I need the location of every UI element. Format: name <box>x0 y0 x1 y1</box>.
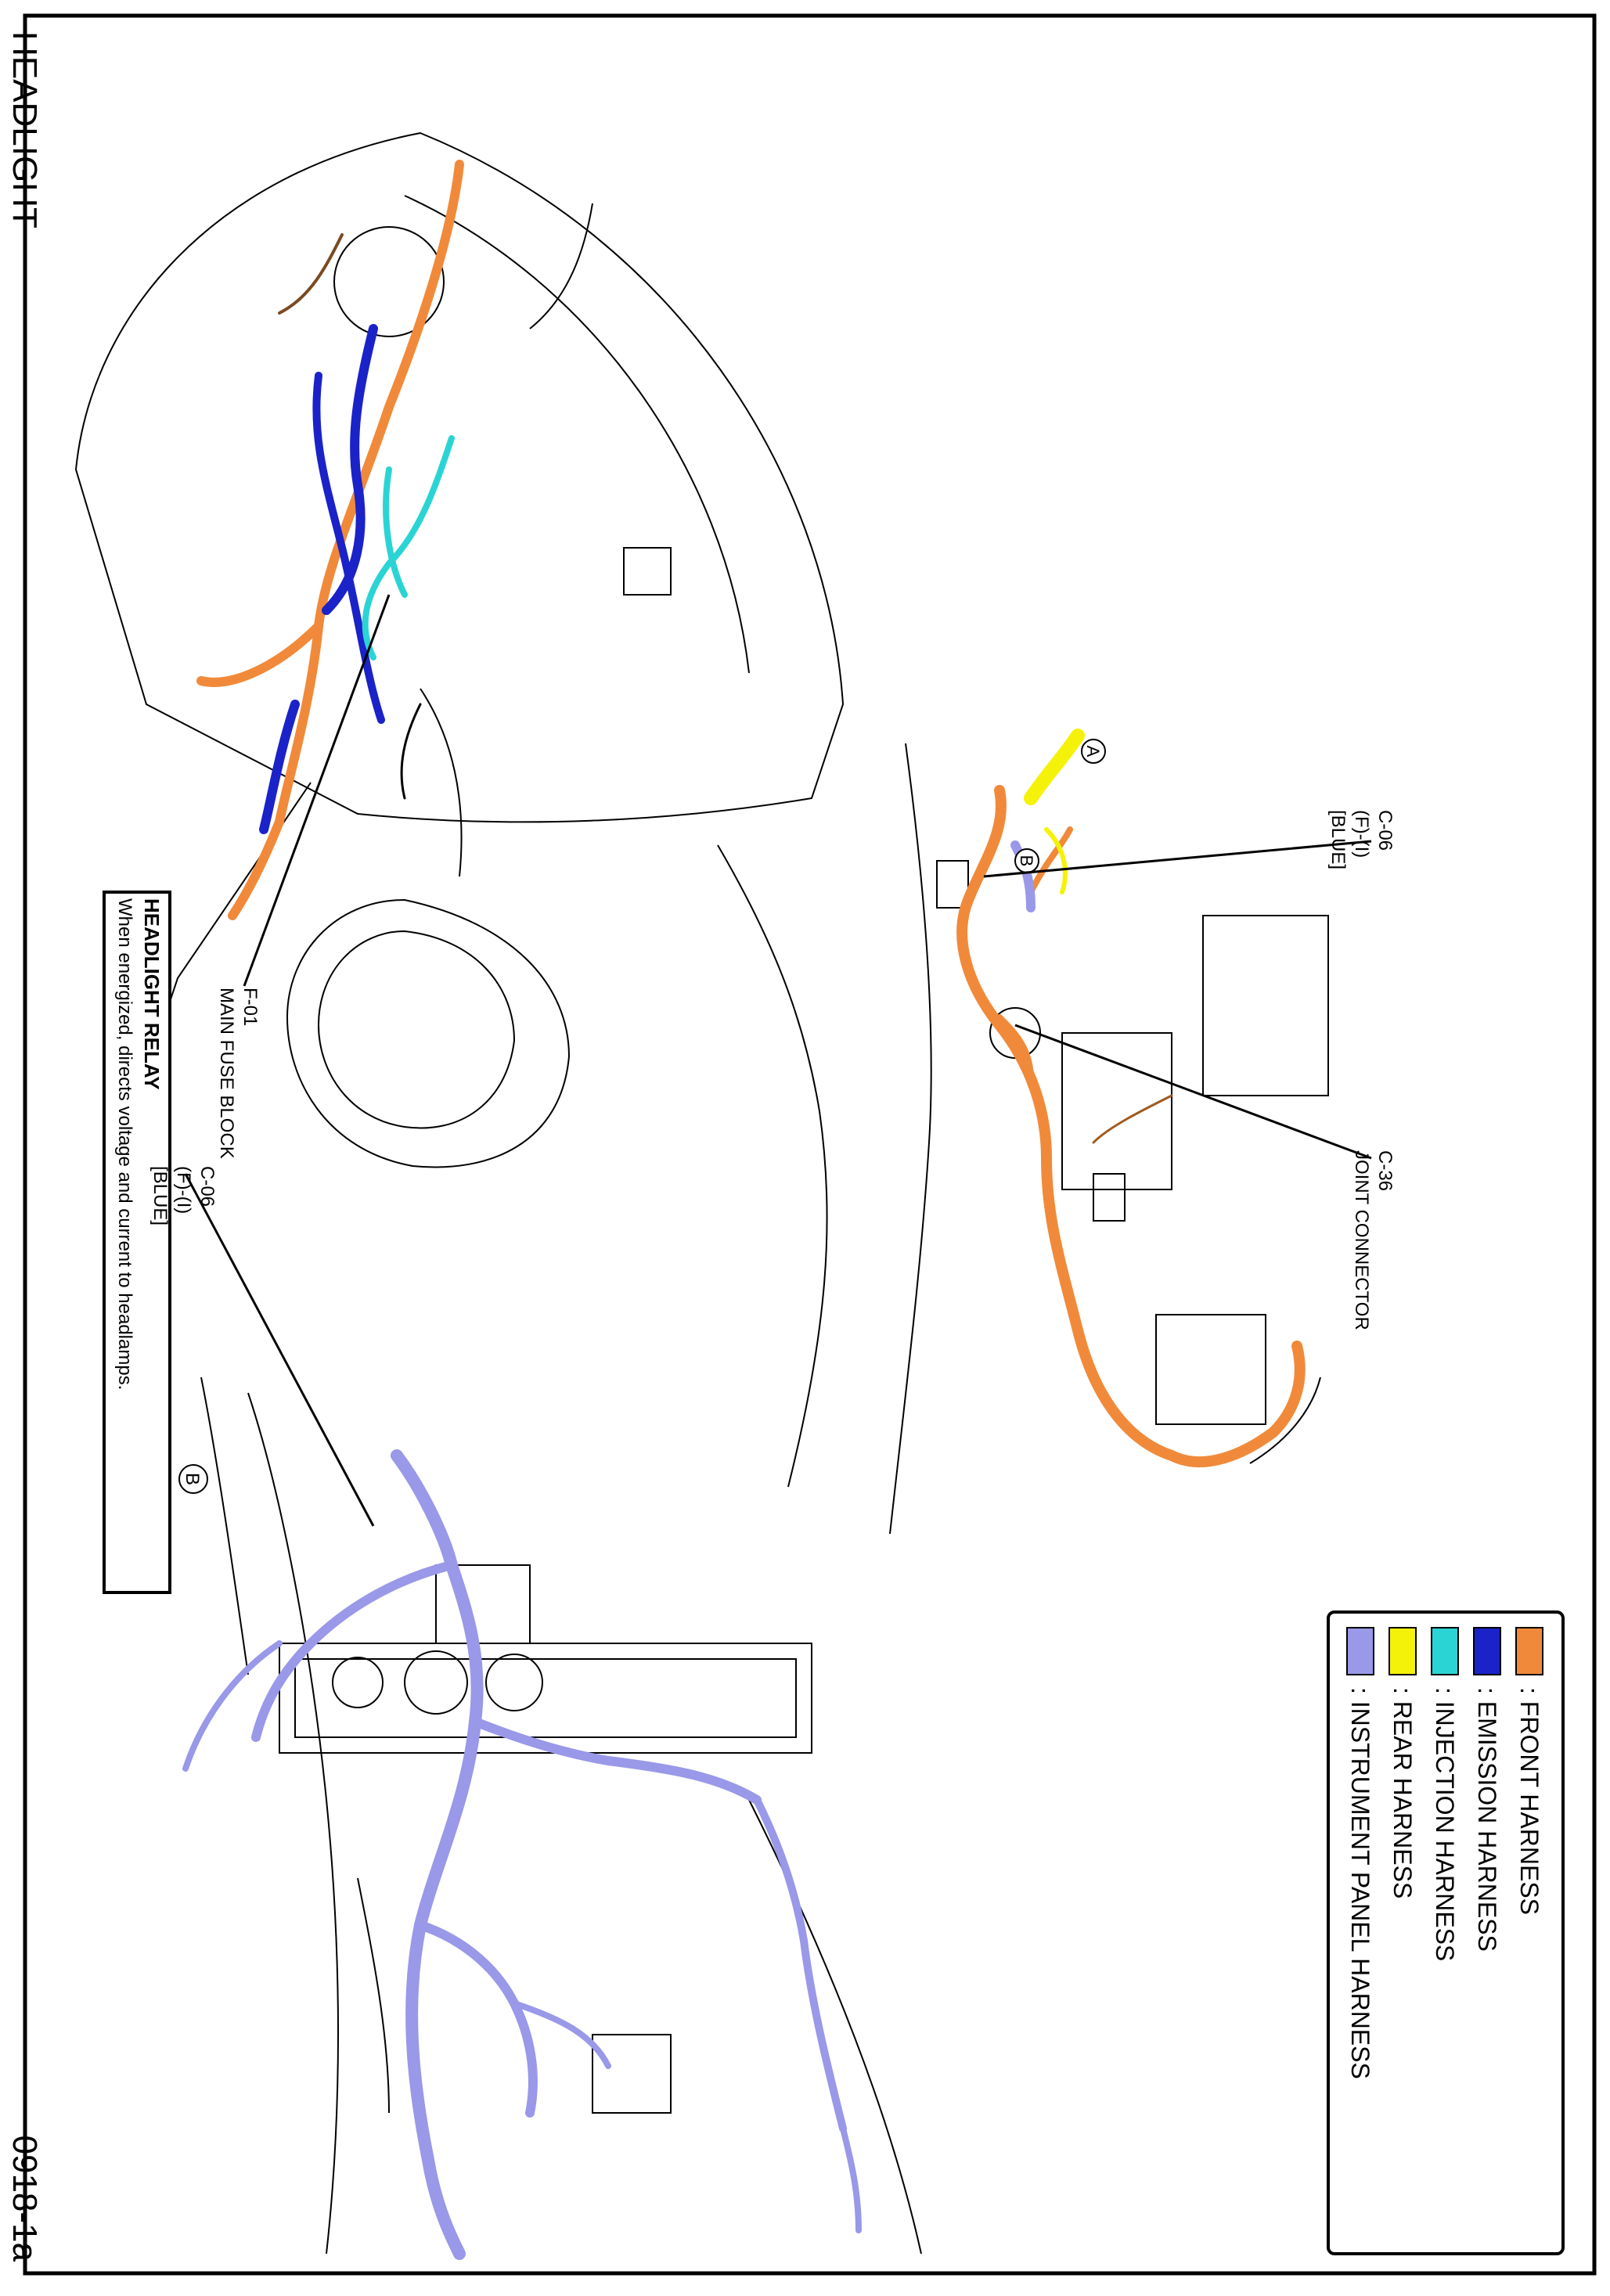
f01-name: MAIN FUSE BLOCK <box>216 988 237 1159</box>
marker-a <box>1082 740 1105 763</box>
svg-text:A: A <box>1083 745 1103 758</box>
legend-label: : REAR HARNESS <box>1388 1687 1417 1899</box>
c36-name: JOINT CONNECTOR <box>1351 1150 1372 1330</box>
legend-label: : INSTRUMENT PANEL HARNESS <box>1346 1687 1374 2079</box>
headlight-relay-box <box>104 892 170 1592</box>
legend-swatch <box>1432 1628 1458 1675</box>
page-number: 0918-1a <box>5 2135 44 2262</box>
legend-swatch <box>1516 1628 1543 1675</box>
legend-swatch <box>1474 1628 1500 1675</box>
c06-right-color: [BLUE] <box>149 1166 171 1226</box>
legend-item <box>1346 1628 1374 2079</box>
c06-right-leader-line <box>185 1174 373 1526</box>
legend-swatch <box>1389 1628 1416 1675</box>
f01-code: F-01 <box>240 988 261 1027</box>
front-left-harness <box>962 736 1300 1462</box>
page-title: HEADLIGHT <box>5 31 44 229</box>
legend-label: : EMISSION HARNESS <box>1473 1687 1501 1952</box>
c06-right-code: C-06 <box>196 1166 218 1207</box>
c36-leader-line <box>1015 1025 1371 1158</box>
legend-item <box>1515 1628 1543 1915</box>
c06-left-gender: (F)-(I) <box>1351 810 1372 858</box>
c06-left-leader-line <box>984 841 1371 876</box>
engine-compartment-view <box>76 133 843 1167</box>
c06-right-gender: (F)-(I) <box>173 1166 194 1215</box>
legend-label: : FRONT HARNESS <box>1515 1687 1543 1915</box>
legend-swatch <box>1347 1628 1374 1675</box>
instrument-panel-harness <box>185 1456 859 2254</box>
marker-b-left <box>1015 849 1039 873</box>
c06-left-code: C-06 <box>1374 810 1396 851</box>
relay-description: When energized, directs voltage and current to headlamps. <box>114 898 135 1391</box>
legend-label: : INJECTION HARNESS <box>1431 1687 1459 1962</box>
svg-text:B: B <box>1017 855 1036 867</box>
legend <box>1328 1612 1563 2254</box>
c06-left-color: [BLUE] <box>1327 810 1349 870</box>
svg-text:B: B <box>182 1472 203 1486</box>
c36-code: C-36 <box>1374 1150 1396 1192</box>
engine-harness-routing <box>201 164 459 916</box>
instrument-panel-view <box>201 1377 921 2254</box>
relay-title: HEADLIGHT RELAY <box>140 898 164 1090</box>
legend-item <box>1388 1628 1417 1898</box>
marker-b-right <box>179 1465 207 1493</box>
